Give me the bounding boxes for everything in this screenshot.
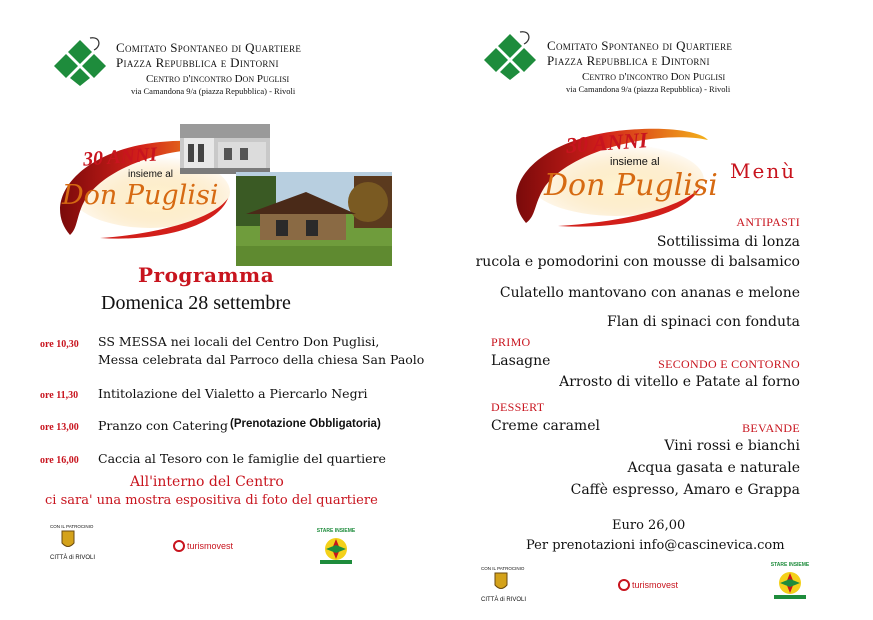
menu-panel — [436, 0, 873, 620]
event-time: ore 13,00 — [40, 422, 79, 433]
city-of-rivoli-logo: CON IL PATROCINIO CITTÀ di RIVOLI — [481, 566, 527, 603]
center-photo — [236, 172, 392, 266]
center-name: Centro d'incontro Don Puglisi — [146, 73, 290, 85]
booking-note: (Prenotazione Obbligatoria) — [230, 418, 381, 430]
event-line: Messa celebrata dal Parroco della chiesa San Paolo — [98, 352, 425, 367]
menu-item: Lasagne — [491, 353, 551, 369]
stare-insieme-logo: STARE INSIEME — [316, 528, 356, 568]
dessert-label: DESSERT — [491, 400, 545, 414]
bevande-label: BEVANDE — [742, 421, 800, 435]
historic-photo — [180, 124, 270, 174]
center-address: via Camandona 9/a (piazza Repubblica) - Rivoli — [566, 84, 731, 94]
menu-item: Creme caramel — [491, 418, 600, 434]
menu-item: rucola e pomodorini con mousse di balsamico — [475, 254, 800, 270]
menu-item: Acqua gasata e naturale — [627, 460, 800, 476]
center-address: via Camandona 9/a (piazza Repubblica) - Rivoli — [131, 86, 296, 96]
booking-info: Per prenotazioni info@cascinevica.com — [526, 538, 785, 553]
event-line: SS MESSA nei locali del Centro Don Puglisi, — [98, 334, 380, 349]
secondo-label: SECONDO E CONTORNO — [658, 357, 800, 371]
badge-name: Don Puglisi — [544, 168, 718, 203]
event-time: ore 10,30 — [40, 339, 79, 350]
committee-logo-icon — [480, 30, 540, 82]
badge-together: insieme al — [128, 169, 174, 180]
committee-name: Comitato Spontaneo di Quartiere — [547, 38, 733, 53]
event-line: Caccia al Tesoro con le famiglie del quartiere — [98, 451, 386, 466]
price: Euro 26,00 — [612, 518, 686, 533]
menu-item: Caffè espresso, Amaro e Grappa — [570, 482, 800, 498]
center-name: Centro d'incontro Don Puglisi — [582, 71, 726, 83]
stare-insieme-logo: STARE INSIEME — [770, 562, 810, 606]
program-date: Domenica 28 settembre — [101, 292, 291, 314]
badge-together: insieme al — [610, 156, 660, 168]
event-time: ore 11,30 — [40, 390, 79, 401]
primo-label: PRIMO — [491, 335, 531, 349]
menu-item: Arrosto di vitello e Patate al forno — [559, 374, 800, 390]
badge-name: Don Puglisi — [62, 180, 219, 211]
exhibit-text: ci sara' una mostra espositiva di foto del quartiere — [45, 493, 378, 508]
committee-name: Comitato Spontaneo di Quartiere — [116, 40, 302, 55]
program-title: Programma — [138, 263, 275, 287]
menu-item: Culatello mantovano con ananas e melone — [499, 285, 800, 301]
committee-logo-icon — [50, 36, 110, 88]
exhibit-title: All'interno del Centro — [130, 474, 284, 490]
stare-insieme-icon — [770, 568, 810, 600]
turismovest-icon — [173, 540, 185, 552]
crest-icon — [50, 529, 86, 551]
turismovest-logo: turismovest — [618, 579, 678, 591]
event-time: ore 16,00 — [40, 455, 79, 466]
turismovest-icon — [618, 579, 630, 591]
menu-title: Menù — [730, 159, 797, 183]
committee-area: Piazza Repubblica e Dintorni — [116, 55, 279, 70]
antipasti-label: ANTIPASTI — [736, 215, 800, 229]
event-line: Intitolazione del Vialetto a Piercarlo Negri — [98, 386, 368, 401]
menu-item: Flan di spinaci con fonduta — [607, 314, 800, 330]
program-panel — [0, 0, 436, 620]
city-of-rivoli-logo: CON IL PATROCINIO CITTÀ di RIVOLI — [50, 524, 96, 561]
turismovest-logo: turismovest — [173, 540, 233, 552]
badge-years: 30 ANNI — [565, 127, 649, 158]
menu-item: Sottilissima di lonza — [656, 234, 800, 250]
menu-item: Vini rossi e bianchi — [664, 438, 800, 454]
stare-insieme-icon — [316, 534, 356, 564]
crest-icon — [481, 571, 521, 593]
anniversary-badge — [496, 118, 716, 228]
committee-area: Piazza Repubblica e Dintorni — [547, 53, 710, 68]
badge-years: 30 ANNI — [82, 143, 158, 171]
event-line: Pranzo con Catering — [98, 418, 228, 433]
